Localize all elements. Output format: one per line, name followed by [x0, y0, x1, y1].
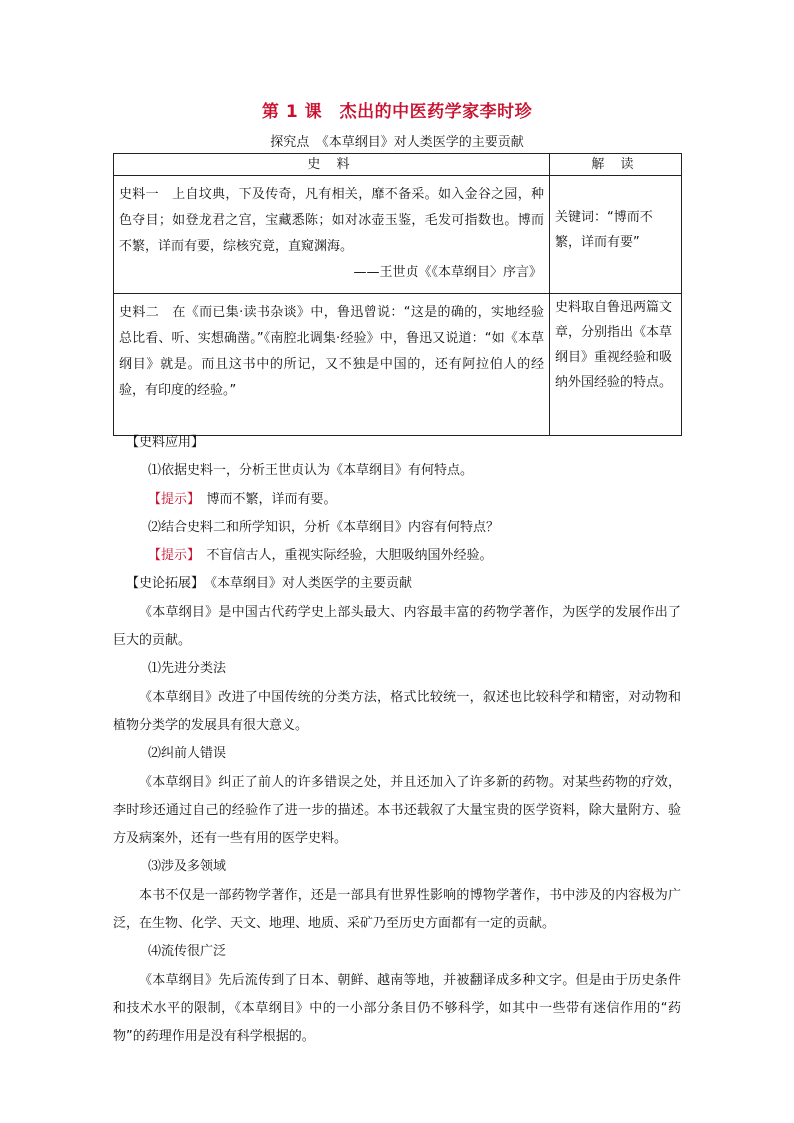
document-body [113, 429, 681, 1052]
question-2: ⑵结合史料二和所学知识，分析《本草纲目》内容有何特点？ [148, 519, 500, 535]
hint-text: 不盲信古人，重视实际经验，大胆吸纳国外经验。 [193, 548, 493, 564]
item-title: ⑶涉及多领域 [148, 859, 227, 875]
item-title: ⑷流传很广泛 [148, 944, 227, 960]
source-text: 史料一 上自坟典，下及传奇，凡有相关，靡不备采。如入金谷之园，种色夺目；如登龙君之宫，宝藏悉陈；如对冰壶玉鉴，毛发可指数也。博而不繁，详而有要，综核究竟，直窥渊海。 [119, 187, 544, 254]
source-citation: ——王世贞《《本草纲目〉序言》 [353, 265, 542, 280]
application-heading: 【史料应用】 [126, 435, 205, 450]
header-source: 史 料 [114, 154, 550, 176]
lesson-title: 第 1 课 杰出的中医药学家李时珍 [261, 102, 533, 122]
table-row [114, 176, 682, 294]
interpretation-text: 关键词：“博而不繁，详而有要” [555, 210, 653, 250]
source-cell [114, 176, 550, 294]
hint-1 [113, 486, 681, 514]
interpretation-cell [550, 176, 682, 294]
interpretation-text: 史料取自鲁迅两篇文章，分别指出《本草纲目》重视经验和吸纳外国经验的特点。 [555, 300, 673, 390]
extension-intro: 《本草纲目》是中国古代药学史上部头最大、内容最丰富的药物学著作，为医学的发展作出了巨大的贡献。 [113, 604, 681, 649]
item-text: 《本草纲目》纠正了前人的许多错误之处，并且还加入了许多新的药物。对某些药物的疗效，李时珍还通过自己的经验作了进一步的描述。本书还载叙了大量宝贵的医学资料，除大量附方、验方及病案外，还有一些有用的医学史料。 [113, 774, 681, 847]
item-title: ⑵纠前人错误 [148, 746, 227, 762]
header-interpretation: 解 读 [550, 154, 682, 176]
hint-text: 博而不繁，详而有要。 [193, 491, 337, 507]
extension-heading: 【史论拓展】 《本草纲目》对人类医学的主要贡献 [126, 576, 413, 592]
hint-label: 【提示】 [148, 548, 194, 564]
hint-2 [113, 542, 681, 570]
source-text: 史料二 在《而已集·读书杂谈》中，鲁迅曾说：“这是的确的，实地经验总比看、听、实想确凿。”《南腔北调集·经验》中，鲁迅又说道：“如《本草纲目》就是。而且这书中的所记，又不独是中国的，还有阿拉伯人的经验，有印度的经验。” [119, 305, 544, 398]
source-cell [114, 294, 550, 436]
inquiry-point-heading: 探究点 《本草纲目》对人类医学的主要贡献 [270, 135, 524, 150]
question-1: ⑴依据史料一，分析王世贞认为《本草纲目》有何特点。 [148, 463, 474, 479]
item-title: ⑴先进分类法 [148, 661, 227, 677]
interpretation-cell [550, 294, 682, 436]
table-row [114, 294, 682, 436]
item-text: 《本草纲目》改进了中国传统的分类方法，格式比较统一，叙述也比较科学和精密，对动物和植物分类学的发展具有很大意义。 [113, 689, 681, 733]
table-header-row [114, 154, 682, 176]
hint-label: 【提示】 [148, 491, 194, 507]
item-text: 《本草纲目》先后流传到了日本、朝鲜、越南等地，并被翻译成多种文字。但是由于历史条件和技术水平的限制，《本草纲目》中的一小部分条目仍不够科学，如其中一些带有迷信作用的“药物”的药理作用是没有科学根据的。 [113, 972, 681, 1045]
item-text: 本书不仅是一部药物学著作，还是一部具有世界性影响的博物学著作，书中涉及的内容极为广泛，在生物、化学、天文、地理、地质、采矿乃至历史方面都有一定的贡献。 [113, 887, 681, 932]
source-material-table [113, 153, 682, 436]
